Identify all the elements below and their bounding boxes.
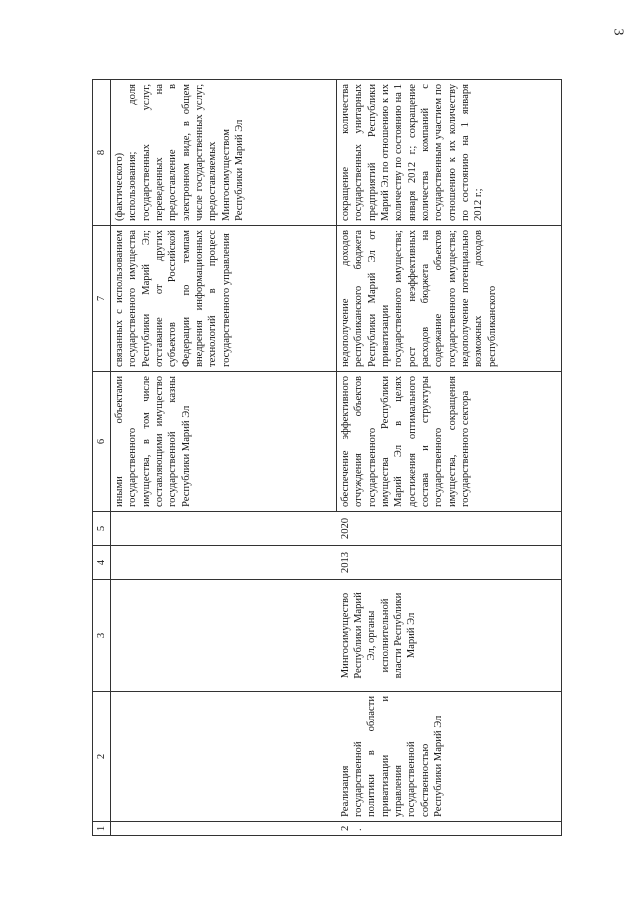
row-start-year: 2013	[337, 546, 562, 580]
page-number: 3	[610, 28, 626, 36]
header-col-5: 5	[93, 512, 111, 546]
row-consequences: недополучение доходов республиканского бюджета Республики Марий Эл от приватизации государственного имущества; рост неэффективных расходов бюджета на содержание объектов государственного имущества; недополучение потенциально возможных доходов республиканского	[337, 226, 562, 372]
row-name: Реализация государственной политики в области приватизации и управления государственной собственностью Республики Марий Эл	[337, 692, 562, 822]
table-row	[337, 80, 562, 836]
continuation-indicators: (фактического) использования; доля государственных услуг, переведенных на предоставление в электронном виде, в общем числе государственных услуг, предоставляемых Мингосимуществом Республики Марий Эл	[111, 80, 337, 226]
continuation-result: иными объектами государственного имущества, в том числе составляющими имущество государственной казны Республики Марий Эл	[111, 372, 337, 512]
header-col-6: 6	[93, 372, 111, 512]
row-number: 2.	[337, 822, 562, 836]
row-result: обеспечение эффективного отчуждения объектов государственного имущества Республики Марий Эл в целях достижения оптимального состава и структуры государственного имущества, сокращения государственного сектора	[337, 372, 562, 512]
header-col-1: 1	[93, 822, 111, 836]
continuation-consequences: связанных с использованием государственного имущества Республики Марий Эл; отставание от других субъектов Российской Федерации по темпам внедрения информационных технологий в процесс государственного управления	[111, 226, 337, 372]
row-executor: Мингосимущество Республики Марий Эл, органы исполнительной власти Республики Марий Эл	[337, 580, 562, 692]
header-col-3: 3	[93, 580, 111, 692]
header-col-7: 7	[93, 226, 111, 372]
program-table	[92, 79, 562, 836]
header-row	[93, 80, 111, 836]
row-indicators: сокращение количества государственных унитарных предприятий Республики Марий Эл по отношению к их количеству по состоянию на 1 января 2012 г.; сокращение количества компаний с государственным участием по отношению к их количеству по состоянию на 1 января 2012 г.;	[337, 80, 562, 226]
header-col-2: 2	[93, 692, 111, 822]
rotated-table-container	[92, 80, 562, 836]
header-col-4: 4	[93, 546, 111, 580]
continuation-row	[111, 80, 337, 836]
header-col-8: 8	[93, 80, 111, 226]
row-end-year: 2020	[337, 512, 562, 546]
